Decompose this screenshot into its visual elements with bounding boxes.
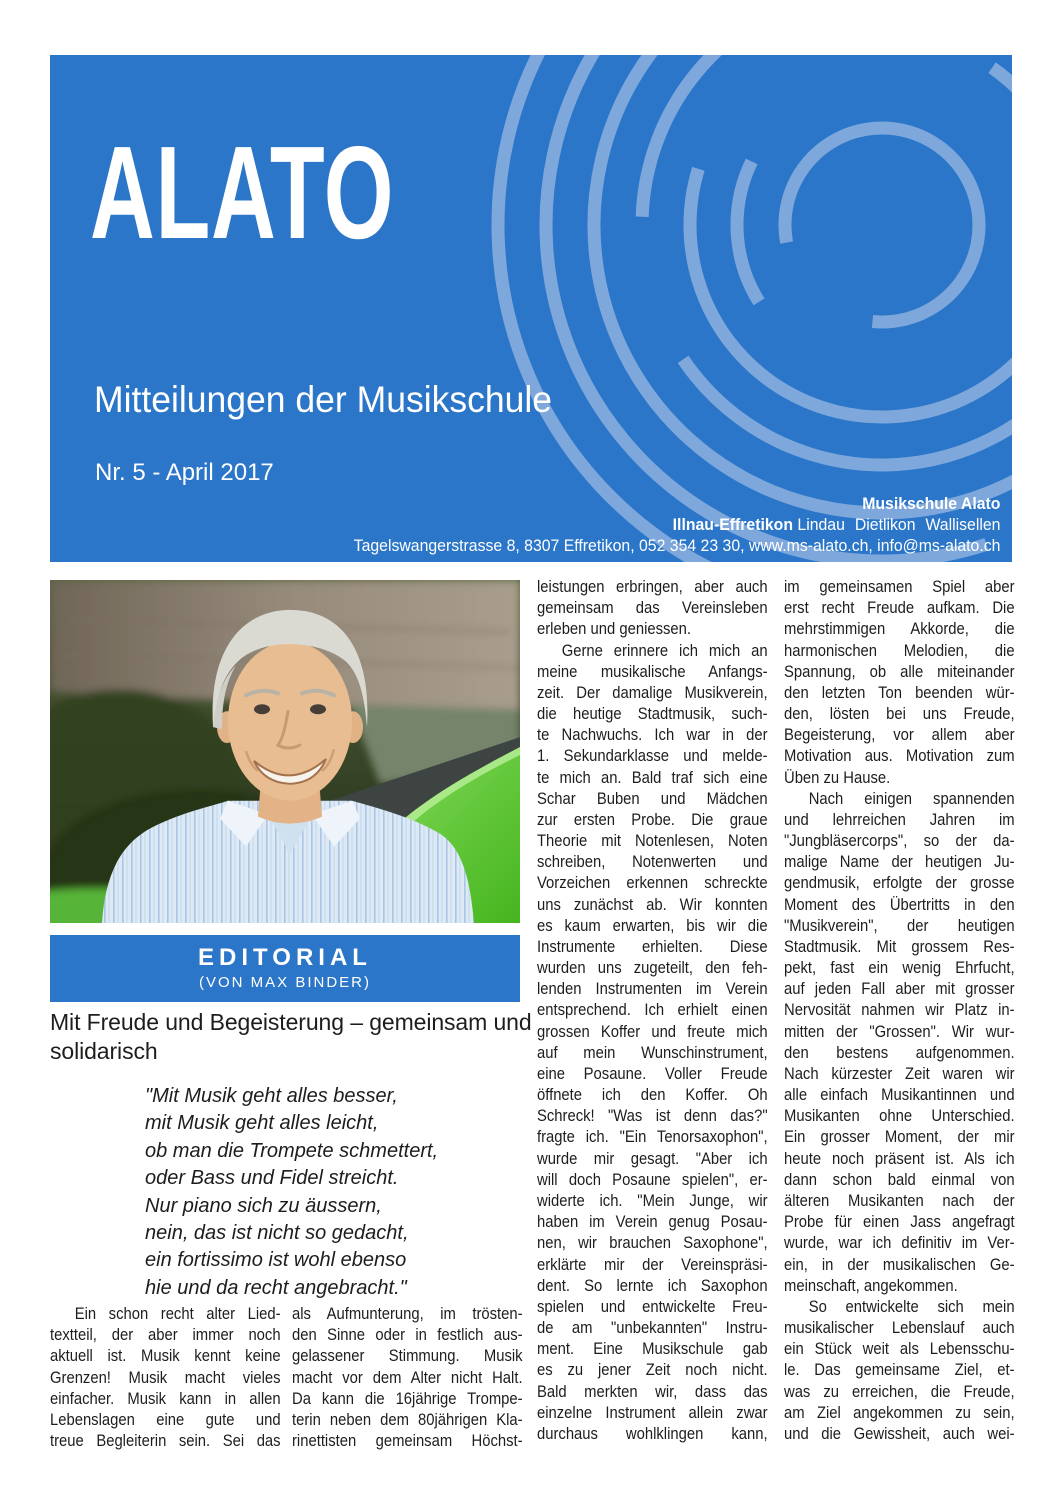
text-line: malige Name der heutigen Ju- bbox=[784, 853, 1015, 872]
text-line: Schar Buben und Mädchen bbox=[537, 789, 768, 808]
text-line: Nach kürzester Zeit waren wir bbox=[784, 1064, 1015, 1083]
text-line: dann schon bald einmal von bbox=[784, 1170, 1015, 1189]
text-line: uns zunächst ab. Wir konnten bbox=[537, 895, 768, 914]
text-line: im gemeinsamen Spiel aber bbox=[784, 578, 1015, 596]
text-line: grossen Koffer und freute mich bbox=[537, 1022, 768, 1041]
text-line: rinettisten gemeinsam Höchst- bbox=[292, 1432, 523, 1451]
text-line: und die Gewissheit, auch wei- bbox=[784, 1424, 1015, 1443]
location-primary: Illnau-Effretikon bbox=[672, 515, 793, 534]
text-line: te Nachwuchs. Ich war in der bbox=[537, 726, 768, 745]
text-line: Gerne erinnere ich mich an bbox=[561, 641, 768, 660]
text-line: Stadtmusik. Mit grossem Res- bbox=[784, 937, 1015, 956]
text-line: meinschaft, angekommen. bbox=[784, 1276, 958, 1295]
text-line: eine Posaune. Voller Freude bbox=[537, 1064, 768, 1083]
text-line: alle einfach Musikantinnen und bbox=[784, 1086, 1015, 1105]
text-line: erklärte mir der Vereinspräsi- bbox=[537, 1255, 768, 1274]
text-line: Da kann die 16jährige Trompe- bbox=[292, 1389, 523, 1408]
locations-line bbox=[353, 514, 1000, 535]
text-line: durchaus wohlklingen kann, bbox=[537, 1424, 768, 1443]
text-line: gendmusik, erfolgte der grosse bbox=[784, 874, 1015, 893]
text-line: Ein schon recht alter Lied- bbox=[74, 1305, 281, 1323]
text-line: lenden Instrumenten im Verein bbox=[537, 980, 768, 999]
text-line: Musikanten ohne Unterschied. bbox=[784, 1107, 1015, 1126]
article-column-4 bbox=[784, 577, 1015, 1445]
text-line: fragte ich. "Ein Tenorsaxophon", bbox=[537, 1128, 768, 1147]
text-line: Vorzeichen erkennen schreckte bbox=[537, 874, 768, 893]
poem-line: mit Musik geht alles leicht, bbox=[145, 1112, 379, 1135]
text-line: Bald merkten wir, dass das bbox=[537, 1382, 768, 1401]
text-line: und lehrreichen Jahren im bbox=[784, 810, 1015, 829]
text-line: So entwickelte sich mein bbox=[808, 1297, 1015, 1316]
issue-number: Nr. 5 - April 2017 bbox=[95, 459, 274, 486]
organization-name: Musikschule Alato bbox=[861, 494, 1000, 513]
poem-line: ob man die Trompete schmettert, bbox=[145, 1139, 439, 1162]
text-line: terin neben dem 80jährigen Kla- bbox=[292, 1410, 523, 1429]
editorial-banner-title: EDITORIAL bbox=[198, 944, 372, 971]
text-line: le. Das gemeinsame Ziel, et- bbox=[784, 1361, 1015, 1380]
text-line: leistungen erbringen, aber auch bbox=[537, 578, 768, 596]
poem-line: nein, das ist nicht so gedacht, bbox=[145, 1222, 409, 1245]
text-line: Begeisterung, vor allem aber bbox=[784, 726, 1015, 745]
text-line: musikalischer Lebenslauf auch bbox=[784, 1319, 1015, 1338]
text-line: de am "unbekannten" Instru- bbox=[537, 1319, 768, 1338]
poem-line: ein fortissimo ist wohl ebenso bbox=[145, 1249, 407, 1272]
editorial-banner bbox=[50, 935, 520, 1002]
newsletter-title: ALATO bbox=[90, 119, 395, 266]
text-line: einfacher. Musik kann in allen bbox=[50, 1389, 281, 1408]
text-line: pekt, fast ein wenig Ehrfucht, bbox=[784, 959, 1015, 978]
text-line: Üben zu Hause. bbox=[784, 768, 891, 787]
text-line: Nach einigen spannenden bbox=[808, 789, 1015, 808]
article-column-2 bbox=[292, 1304, 523, 1452]
text-line: auf mein Wunschinstrument, bbox=[537, 1043, 768, 1062]
text-line: will doch Posaune spielen", er- bbox=[537, 1170, 768, 1189]
address-separator: , bbox=[867, 536, 877, 555]
contact-block bbox=[353, 493, 1000, 556]
text-line: wurde mir gesagt. "Aber ich bbox=[537, 1149, 768, 1168]
text-line: harmonischen Melodien, die bbox=[784, 641, 1015, 660]
text-line: was zu erreichen, die Freude, bbox=[784, 1382, 1015, 1401]
poem-line: hie und da recht angebracht." bbox=[145, 1276, 407, 1299]
text-line: Moment des Übertritts in den bbox=[784, 895, 1015, 914]
text-line: den bestens aufgenommen. bbox=[784, 1043, 1015, 1062]
text-line: Motivation aus. Motivation zum bbox=[784, 747, 1015, 766]
text-line: den Sinne oder in festlich aus- bbox=[292, 1326, 523, 1345]
text-line: mitten der "Grossen". Wir wur- bbox=[784, 1022, 1015, 1041]
text-line: "Musikverein", der heutigen bbox=[784, 916, 1015, 935]
article-headline: Mit Freude und Begeisterung – gemeinsam und solidarisch bbox=[50, 1009, 532, 1064]
text-line: erleben und geniessen. bbox=[537, 620, 692, 639]
text-line: gemeinsam das Vereinsleben bbox=[537, 599, 768, 618]
text-line: Lebenslagen eine gute und bbox=[50, 1410, 281, 1429]
text-line: macht vor dem Alter nicht Halt. bbox=[292, 1368, 523, 1387]
text-line: Instrumente erhielten. Diese bbox=[537, 937, 768, 956]
masthead bbox=[50, 55, 1012, 562]
text-line: ment. Eine Musikschule gab bbox=[537, 1340, 768, 1359]
editorial-portrait-photo bbox=[50, 580, 520, 923]
text-line: dent. So lernte ich Saxophon bbox=[537, 1276, 768, 1295]
text-line: Ein grosser Moment, der mir bbox=[784, 1128, 1015, 1147]
text-line: zeit. Der damalige Musikverein, bbox=[537, 683, 768, 702]
poem-line: "Mit Musik geht alles besser, bbox=[145, 1085, 398, 1107]
text-line: Schreck! "Was ist denn das?" bbox=[537, 1107, 768, 1126]
text-line: textteil, der aber immer noch bbox=[50, 1326, 281, 1345]
text-line: 1. Sekundarklasse und melde- bbox=[537, 747, 768, 766]
text-line: es zu jener Zeit noch nicht. bbox=[537, 1361, 768, 1380]
poem-quote bbox=[145, 1083, 438, 1302]
text-line: einzelne Instrument allein zwar bbox=[537, 1403, 768, 1422]
text-line: treue Begleiterin sein. Sei das bbox=[50, 1432, 281, 1451]
locations-rest: Lindau Dietlikon Wallisellen bbox=[796, 515, 1000, 534]
text-line: mehrstimmigen Akkorde, die bbox=[784, 620, 1015, 639]
text-line: auf jeden Fall aber mit grosser bbox=[784, 980, 1015, 999]
text-line: meine musikalische Anfangs- bbox=[537, 662, 768, 681]
text-line: als Aufmunterung, im trösten- bbox=[292, 1305, 523, 1323]
text-line: spielen und entwickelte Freu- bbox=[537, 1297, 768, 1316]
email-link[interactable]: info@ms-alato.ch bbox=[876, 536, 1000, 555]
text-line: Grenzen! Musik macht vieles bbox=[50, 1368, 281, 1387]
text-line: wurde, war ich definitiv im Ver- bbox=[784, 1234, 1015, 1253]
text-line: haben im Verein genug Posau- bbox=[537, 1213, 768, 1232]
website-link[interactable]: www.ms-alato.ch bbox=[748, 536, 868, 555]
text-line: wurden uns zugeteilt, den feh- bbox=[537, 959, 768, 978]
article-column-1 bbox=[50, 1304, 281, 1452]
text-line: den letzten Ton beenden wür- bbox=[784, 683, 1015, 702]
text-line: öffnete ich den Koffer. Oh bbox=[537, 1086, 768, 1105]
poem-line: Nur piano sich zu äussern, bbox=[145, 1194, 382, 1217]
text-line: älteren Musikanten nach der bbox=[784, 1191, 1015, 1210]
newsletter-subtitle: Mitteilungen der Musikschule bbox=[94, 379, 553, 420]
text-line: nen, wir brauchen Saxophone", bbox=[537, 1234, 768, 1253]
text-line: aktuell ist. Musik kennt keine bbox=[50, 1347, 281, 1366]
address-line bbox=[353, 535, 1000, 556]
text-line: den, lösten bei uns Freude, bbox=[784, 705, 1015, 724]
text-line: heute noch präsent ist. Als ich bbox=[784, 1149, 1015, 1168]
text-line: schreiben, Notenwerten und bbox=[537, 853, 768, 872]
text-line: Probe für einen Jass angefragt bbox=[784, 1213, 1015, 1232]
editorial-banner-byline: (VON MAX BINDER) bbox=[198, 974, 371, 991]
article-column-3 bbox=[537, 577, 768, 1445]
text-line: erst recht Freude aufkam. Die bbox=[784, 599, 1015, 618]
text-line: te mich an. Bald traf sich eine bbox=[537, 768, 768, 787]
text-line: gelassener Stimmung. Musik bbox=[292, 1347, 523, 1366]
text-line: Theorie mit Notenlesen, Noten bbox=[537, 832, 768, 851]
text-line: ein Stück weit als Lebensschu- bbox=[784, 1340, 1015, 1359]
text-line: zur ersten Probe. Die graue bbox=[537, 810, 768, 829]
poem-line: oder Bass und Fidel streicht. bbox=[145, 1167, 399, 1190]
street-address: Tagelswangerstrasse 8, 8307 Effretikon, 052 354 23 30, bbox=[353, 536, 749, 555]
text-line: Nervosität nahmen wir Platz in- bbox=[784, 1001, 1015, 1020]
text-line: "Jungbläsercorps", so der da- bbox=[784, 832, 1015, 851]
text-line: die heutige Stadtmusik, such- bbox=[537, 705, 768, 724]
text-line: entsprechend. Ich erhielt einen bbox=[537, 1001, 768, 1020]
text-line: es kaum erwarten, bis wir die bbox=[537, 916, 768, 935]
text-line: Spannung, ob alle miteinander bbox=[784, 662, 1015, 681]
text-line: ein, in der musikalischen Ge- bbox=[784, 1255, 1015, 1274]
text-line: widerte ich. "Mein Junge, wir bbox=[537, 1191, 768, 1210]
portrait-illustration bbox=[50, 580, 520, 923]
text-line: am Ziel angekommen zu sein, bbox=[784, 1403, 1015, 1422]
